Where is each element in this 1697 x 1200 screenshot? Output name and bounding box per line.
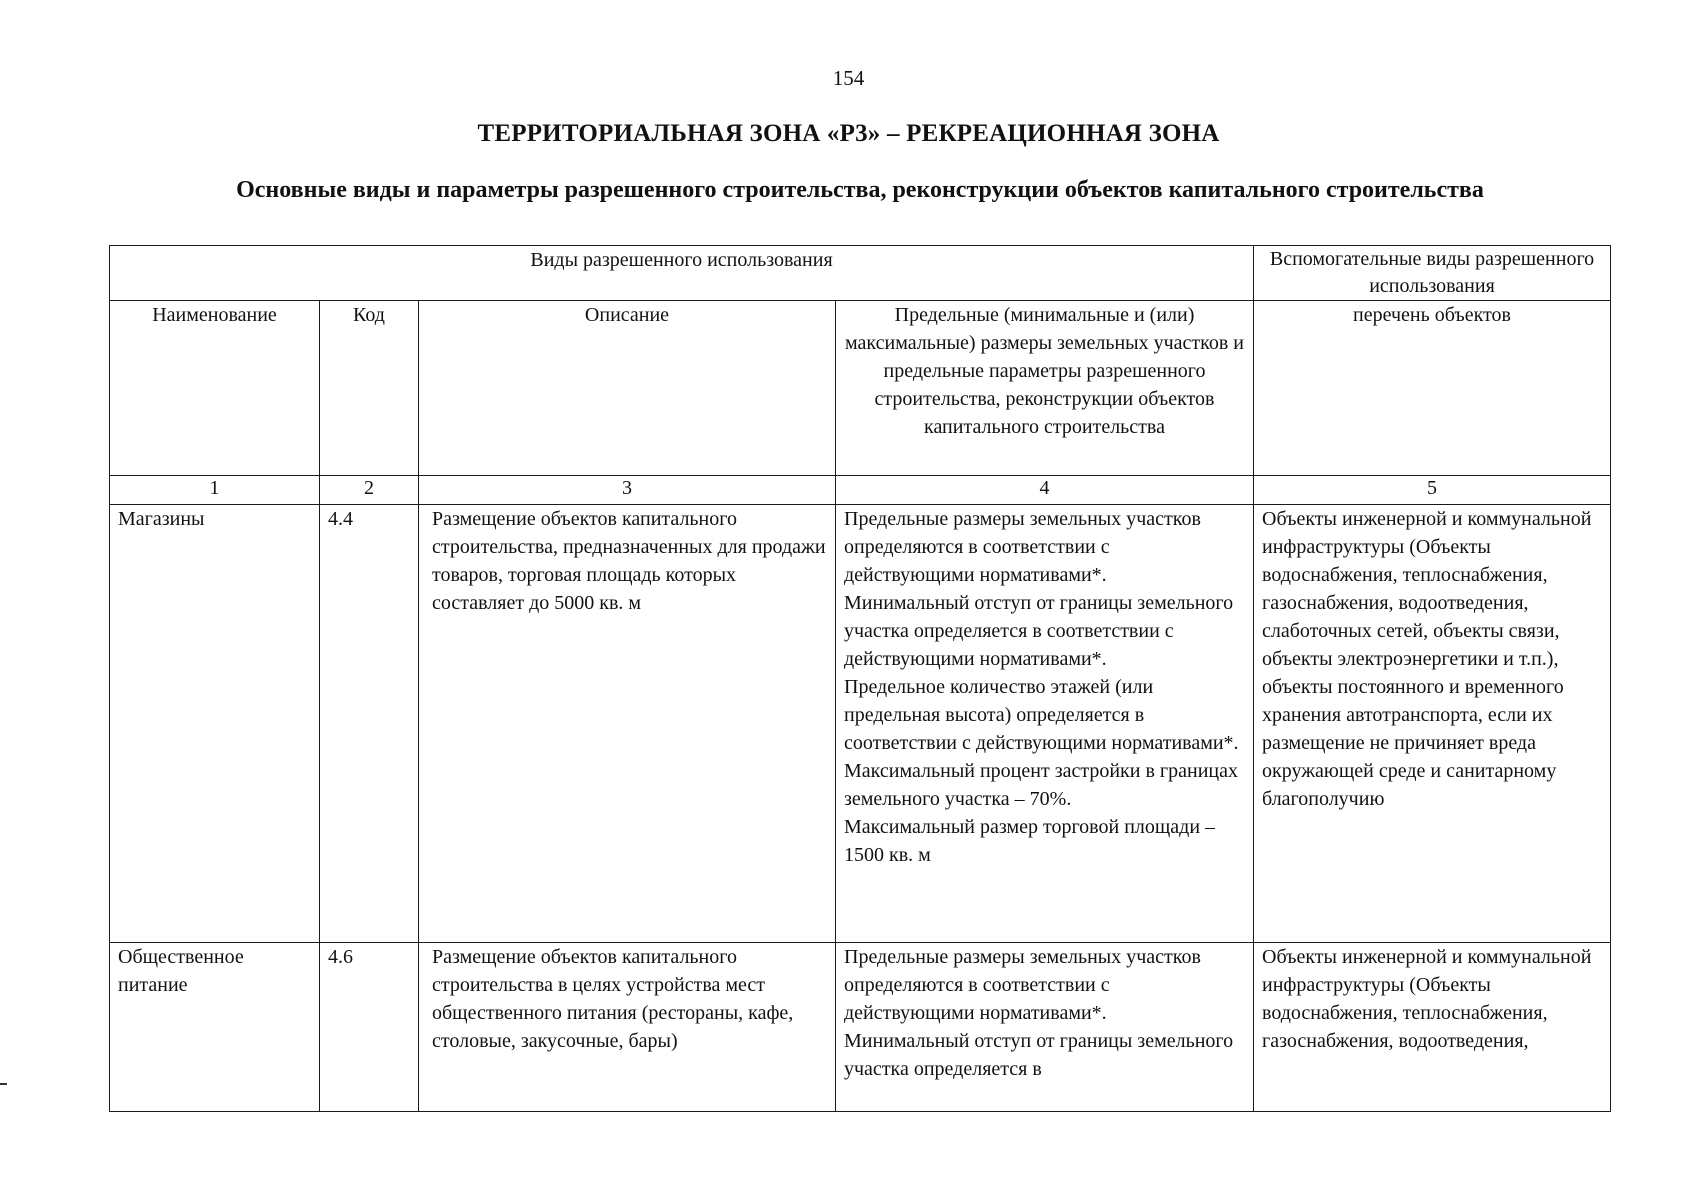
limits-paragraph: Предельное количество этажей (или предельная высота) определяется в соответствии с действующими нормативами*. [844, 676, 1239, 754]
row-name: Общественное питание [110, 943, 320, 1112]
row-description: Размещение объектов капитального строительства в целях устройства мест общественного питания (рестораны, кафе, столовые, закусочные, бары) [419, 943, 836, 1112]
limits-paragraph: Предельные размеры земельных участков определяются в соответствии с действующими нормативами*. [844, 946, 1201, 1024]
page-subtitle: Основные виды и параметры разрешенного строительства, реконструкции объектов капитального строительства [236, 177, 1484, 203]
table-row [110, 943, 1611, 1112]
column-number: 1 [110, 476, 320, 505]
column-header-description: Описание [419, 301, 836, 476]
row-code: 4.4 [320, 505, 419, 943]
column-header-row [110, 301, 1611, 476]
limits-paragraph: Минимальный отступ от границы земельного участка определяется в соответствии с действующими нормативами*. [844, 592, 1234, 670]
page-title: ТЕРРИТОРИАЛЬНАЯ ЗОНА «Р3» – РЕКРЕАЦИОННАЯ ЗОНА [477, 120, 1220, 147]
page-number: 154 [832, 66, 865, 90]
column-number: 2 [320, 476, 419, 505]
column-header-code: Код [320, 301, 419, 476]
limits-paragraph: Минимальный отступ от границы земельного участка определяется в [844, 1030, 1234, 1080]
limits-paragraph: Максимальный размер торговой площади – 1500 кв. м [844, 816, 1216, 866]
limits-paragraph: Максимальный процент застройки в границах земельного участка – 70%. [844, 760, 1238, 810]
row-objects: Объекты инженерной и коммунальной инфраструктуры (Объекты водоснабжения, теплоснабжения, газоснабжения, водоотведения, слаботочных сетей, объекты связи, объекты электроэнергетики и т.п.), объекты постоянного и временного хранения автотранспорта, если их размещение не причиняет вреда окружающей среде и санитарному благополучию [1254, 505, 1611, 943]
margin-mark [0, 1083, 7, 1085]
column-number-row [110, 476, 1611, 505]
column-number: 5 [1254, 476, 1611, 505]
column-number: 4 [836, 476, 1254, 505]
column-header-objects: перечень объектов [1254, 301, 1611, 476]
table-row [110, 505, 1611, 943]
zoning-table [109, 245, 1611, 1112]
row-limits [836, 943, 1254, 1112]
group-header-main: Виды разрешенного использования [110, 246, 1254, 301]
limits-paragraph: Предельные размеры земельных участков определяются в соответствии с действующими нормативами*. [844, 508, 1201, 586]
row-name: Магазины [110, 505, 320, 943]
group-header-aux: Вспомогательные виды разрешенного использования [1254, 246, 1611, 301]
column-number: 3 [419, 476, 836, 505]
row-description: Размещение объектов капитального строительства, предназначенных для продажи товаров, торговая площадь которых составляет до 5000 кв. м [419, 505, 836, 943]
group-header-row [110, 246, 1611, 301]
row-objects: Объекты инженерной и коммунальной инфраструктуры (Объекты водоснабжения, теплоснабжения, газоснабжения, водоотведения, [1254, 943, 1611, 1112]
row-limits [836, 505, 1254, 943]
row-code: 4.6 [320, 943, 419, 1112]
column-header-limits: Предельные (минимальные и (или) максимальные) размеры земельных участков и предельные параметры разрешенного строительства, реконструкции объектов капитального строительства [836, 301, 1254, 476]
column-header-name: Наименование [110, 301, 320, 476]
